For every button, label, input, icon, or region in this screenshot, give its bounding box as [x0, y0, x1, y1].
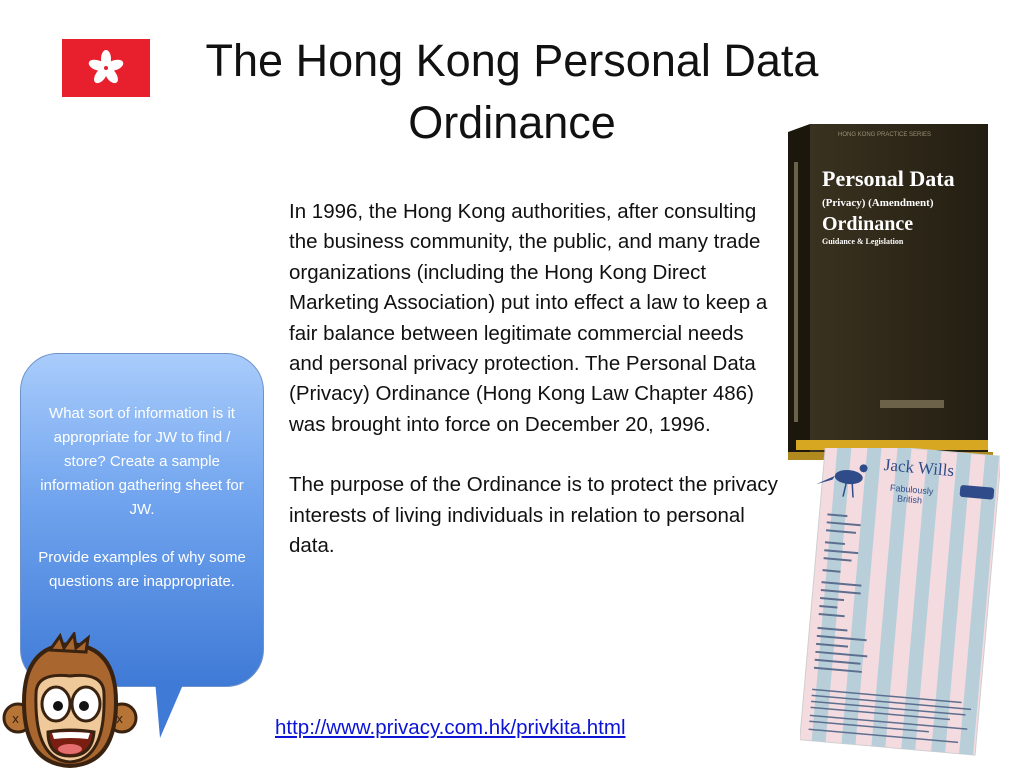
book-title-line-2: (Privacy) (Amendment) [822, 197, 934, 209]
privacy-link[interactable]: http://www.privacy.com.hk/privkita.html [275, 716, 626, 739]
sheet-tagline-1: Fabulously [889, 482, 934, 497]
hong-kong-flag-icon [62, 39, 150, 97]
book-series-text: HONG KONG PRACTICE SERIES [838, 132, 932, 138]
body-paragraph-2: The purpose of the Ordinance is to protect the privacy interests of living individuals in relation to personal data. [289, 473, 778, 558]
bubble-paragraph-1: What sort of information is it appropriate for JW to find / store? Create a sample information gathering sheet for JW. [40, 405, 244, 518]
slide-title: The Hong Kong Personal Data Ordinance [205, 35, 819, 148]
sheet-tagline-2: British [896, 493, 923, 506]
monkey-mascot-icon [2, 632, 138, 768]
sheet-brand-text: Jack Wills [883, 455, 955, 481]
speech-bubble-tail [150, 680, 230, 740]
book-title-line-1: Personal Data [822, 166, 955, 191]
info-sheet-image [800, 448, 1000, 758]
info-sheet-graphic [800, 448, 1000, 758]
bubble-paragraph-2: Provide examples of why some questions are inappropriate. [38, 549, 246, 590]
book-cover-image [788, 122, 993, 467]
svg-text:x: x [12, 712, 20, 726]
svg-text:x: x [116, 712, 124, 726]
book-title-line-3: Ordinance [822, 213, 914, 235]
body-text [289, 197, 781, 591]
bubble-text [38, 402, 246, 618]
body-paragraph-1: In 1996, the Hong Kong authorities, after consulting the business community, the public, and many trade organizations (including the Hong Kong Direct Marketing Association) put into effect a law to keep a fair balance between legitimate commercial needs and personal privacy protection. The Personal Data (Privacy) Ordinance (Hong Kong Law Chapter 486) was brought into force on December 20, 1996. [289, 200, 768, 436]
book-title-line-4: Guidance & Legislation [822, 237, 904, 246]
